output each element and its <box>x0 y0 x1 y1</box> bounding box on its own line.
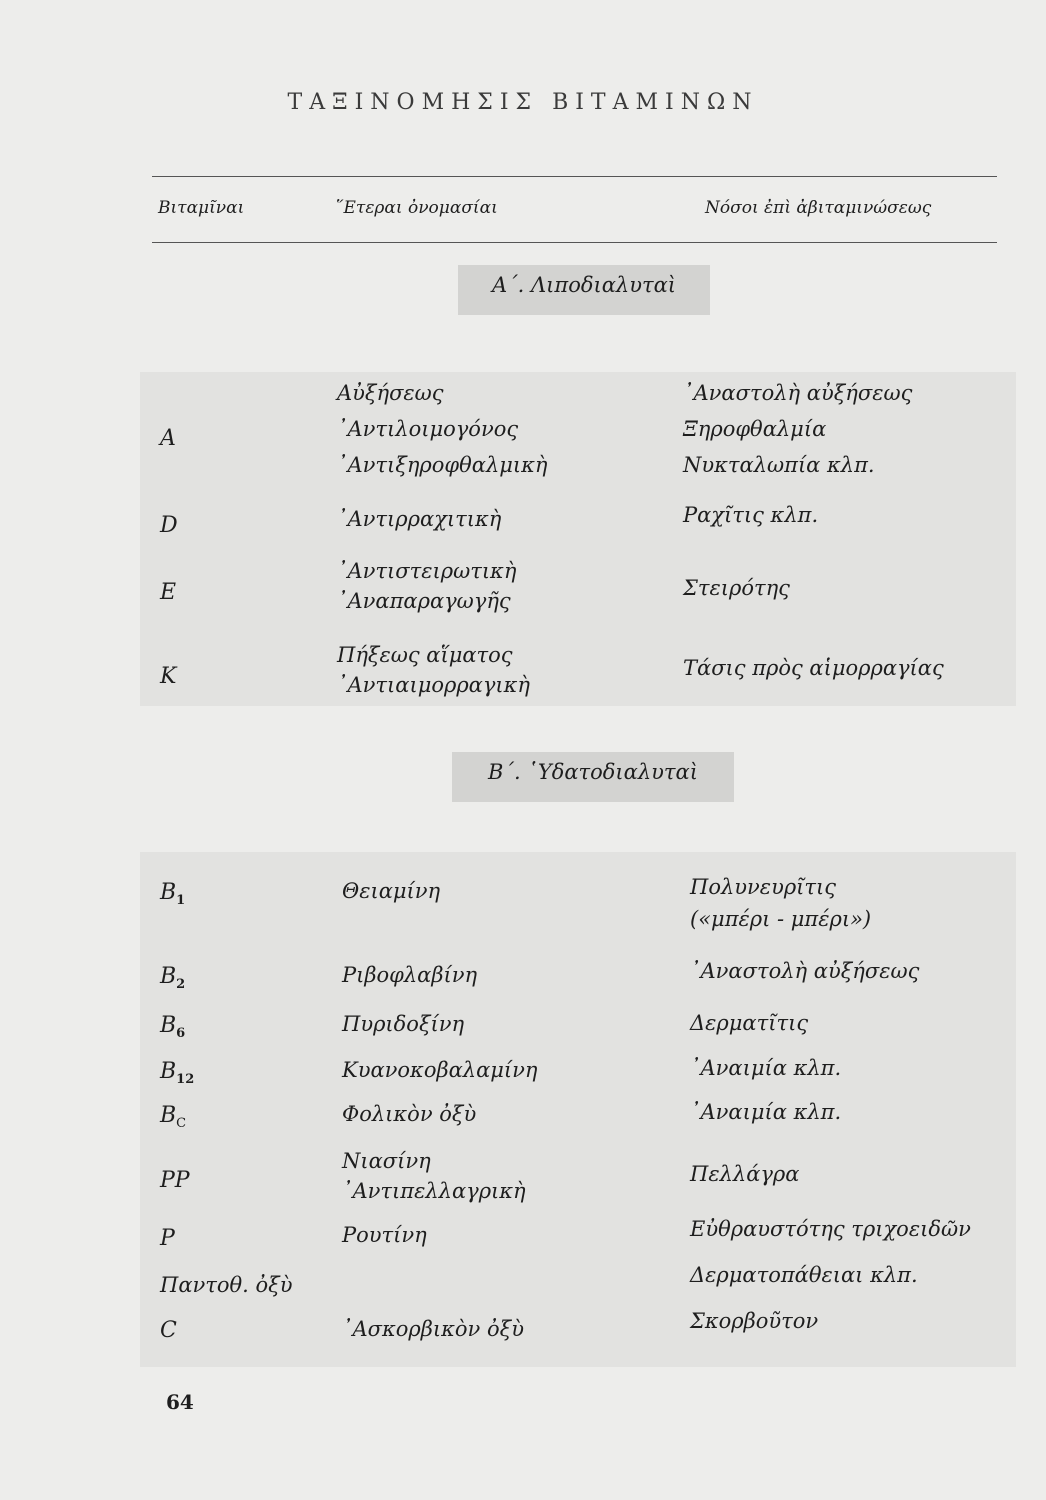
vitamin-label: PP <box>160 1168 190 1193</box>
disease: Εὐθραυστότης τριχοειδῶν <box>690 1217 971 1241</box>
other-name: ᾿Αντιρραχιτικὴ <box>337 507 502 531</box>
section-a-heading <box>458 265 710 315</box>
other-name: Πυριδοξίνη <box>342 1012 465 1036</box>
disease: ᾿Αναστολὴ αὐξήσεως <box>683 381 913 405</box>
disease: Ραχῖτις κλπ. <box>683 503 819 527</box>
disease: Τάσις πρὸς αἱμορραγίας <box>683 656 944 680</box>
other-name: Φολικὸν ὀξὺ <box>342 1102 477 1126</box>
vitamin-label: $B_2$ <box>160 964 186 992</box>
section-b-heading <box>452 752 734 802</box>
section-a-label: Α΄. Λιποδιαλυταὶ <box>491 273 677 297</box>
disease: Δερματῖτις <box>690 1011 809 1035</box>
other-name: ᾿Αντιξηροφθαλμικὴ <box>337 453 548 477</box>
other-name: ᾿Αναπαραγωγῆς <box>337 589 511 613</box>
disease: Στειρότης <box>683 576 790 600</box>
disease: Δερματοπάθειαι κλπ. <box>690 1263 918 1287</box>
other-name: Ρουτίνη <box>342 1223 427 1247</box>
other-name: Νιασίνη <box>342 1149 431 1173</box>
disease: Σκορβοῦτον <box>690 1309 819 1333</box>
other-name: Κυανοκοβαλαμίνη <box>342 1058 538 1082</box>
vitamin-label: D <box>160 513 178 538</box>
page-number: 64 <box>166 1390 194 1414</box>
other-name: Ριβοφλαβίνη <box>342 963 478 987</box>
disease: ᾿Αναιμία κλπ. <box>690 1100 842 1124</box>
other-name: ᾿Αντιστειρωτικὴ <box>337 559 517 583</box>
other-name: Πήξεως αἵματος <box>337 643 513 667</box>
vitamin-label: P <box>160 1226 175 1251</box>
vitamin-label: $B_{12}$ <box>160 1059 195 1087</box>
other-name: ᾿Ασκορβικὸν ὀξὺ <box>342 1317 524 1341</box>
header-rule <box>152 242 997 243</box>
other-name: ᾿Αντιλοιμογόνος <box>337 417 519 441</box>
vitamin-label: $B_C$ <box>160 1103 187 1131</box>
header-other-names: ῞Ετεραι ὀνομασίαι <box>335 198 498 218</box>
vitamin-label: A <box>160 426 176 451</box>
other-name: ᾿Αντιπελλαγρικὴ <box>342 1179 526 1203</box>
other-name: Θειαμίνη <box>342 879 441 903</box>
vitamin-label: Παντοθ. ὀξὺ <box>160 1273 293 1297</box>
page-title: ΤΑΞΙΝΟΜΗΣΙΣ ΒΙΤΑΜΙΝΩΝ <box>287 90 759 115</box>
vitamin-label: C <box>160 1318 177 1343</box>
disease: Πολυνευρῖτις <box>690 875 837 899</box>
disease: Ξηροφθαλμία <box>683 417 827 441</box>
top-rule <box>152 176 997 177</box>
disease: ᾿Αναστολὴ αὐξήσεως <box>690 959 920 983</box>
section-b-label: Β΄. ῾Υδατοδιαλυταὶ <box>488 760 698 784</box>
vitamin-label: K <box>160 664 177 689</box>
disease: Νυκταλωπία κλπ. <box>683 453 875 477</box>
vitamin-label: $B_6$ <box>160 1013 186 1041</box>
header-vitamins: Βιταμῖναι <box>158 198 245 218</box>
disease: («μπέρι - μπέρι») <box>690 907 872 931</box>
other-name: ᾿Αντιαιμορραγικὴ <box>337 673 530 697</box>
header-diseases: Νόσοι ἐπὶ ἀβιταμινώσεως <box>705 198 932 218</box>
other-name: Αὐξήσεως <box>337 381 444 405</box>
disease: ᾿Αναιμία κλπ. <box>690 1056 842 1080</box>
disease: Πελλάγρα <box>690 1162 800 1186</box>
vitamin-label: $B_1$ <box>160 880 186 908</box>
vitamin-label: E <box>160 580 177 605</box>
